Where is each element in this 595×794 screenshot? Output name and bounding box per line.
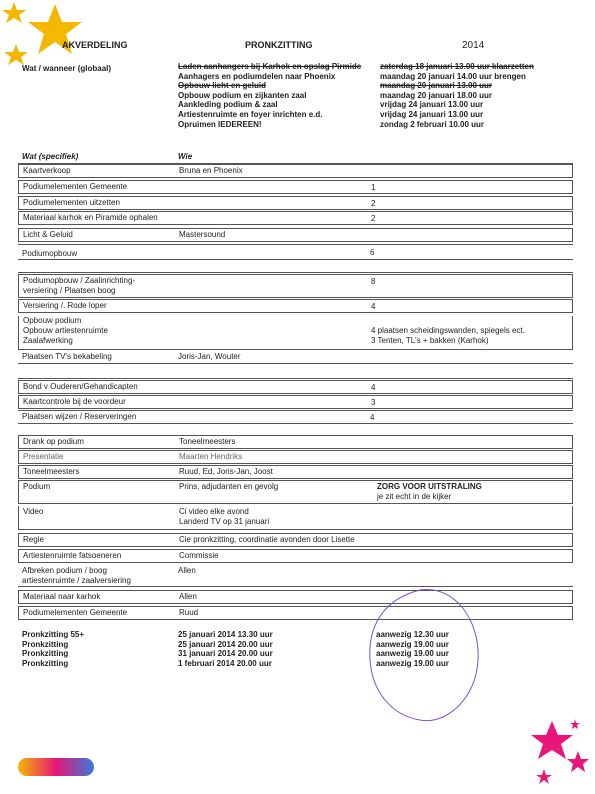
row-task: Artiestenruimte fatsoeneren xyxy=(23,551,122,560)
row-who: Ruud xyxy=(179,608,199,617)
row-task: Opbouw podium xyxy=(23,316,82,325)
schedule-dates xyxy=(178,630,273,668)
row-who: Allen xyxy=(179,592,197,601)
row-who: Joris-Jan, Wouter xyxy=(178,352,241,361)
row-count: 1 xyxy=(371,183,376,192)
table-row xyxy=(18,228,573,242)
global-task-when: zondag 2 februari 10.00 uur xyxy=(380,119,485,129)
row-note: je zit echt in de kijker xyxy=(377,492,452,501)
schedule-date: 25 januari 2014 20.00 uur xyxy=(178,639,273,649)
row-task: Kaartverkoop xyxy=(23,166,71,175)
row-task: Video xyxy=(23,507,44,516)
row-task: Afbreken podium / boog xyxy=(22,566,107,575)
row-count: 4 xyxy=(370,413,375,422)
row-task: Materiaal naar karhok xyxy=(23,592,101,601)
global-task-what: Aanhagers en podiumdelen naar Phoenix xyxy=(178,71,336,81)
global-task-what: Artiestenruimte en foyer inrichten e.d. xyxy=(178,109,323,119)
global-task-when: vrijdag 24 januari 13.00 uur xyxy=(380,100,484,110)
row-who: Toneelmeesters xyxy=(179,437,236,446)
table-row xyxy=(18,435,573,449)
row-count: 3 xyxy=(371,398,376,407)
row-divider xyxy=(18,272,573,273)
schedule-present-time: aanwezig 12.30 uur xyxy=(376,630,449,639)
row-task: versiering / Plaatsen boog xyxy=(23,286,116,295)
table-row xyxy=(18,196,573,210)
pink-star-decoration xyxy=(528,715,593,790)
table-row xyxy=(18,549,573,563)
row-note: 4 plaatsen scheidingswanden, spiegels ect. xyxy=(371,326,525,335)
row-divider xyxy=(18,378,573,379)
row-who: Ci video elke avond xyxy=(179,507,249,516)
row-task: Opbouw artiestenruimte xyxy=(23,326,108,335)
row-task: Presentatie xyxy=(23,452,64,461)
schedule-name: Pronkzitting xyxy=(22,658,69,668)
global-task-when: maandag 20 januari 13.00 uur xyxy=(380,81,493,91)
header-left-title: AKVERDELING xyxy=(62,40,128,50)
row-who: Mastersound xyxy=(179,230,226,239)
row-task: Podium xyxy=(23,482,51,491)
table-header-who: Wie xyxy=(178,152,193,161)
table-row xyxy=(18,533,573,547)
row-task: Plaatsen wijzen / Reserveringen xyxy=(22,412,137,421)
row-who: Cie pronkzitting, coordinatie avonden door Lisette xyxy=(179,535,355,544)
table-row xyxy=(18,299,573,313)
table-row xyxy=(18,506,573,530)
global-task-what: Laden aanhangers bij Karhok en opslag Pirmide xyxy=(178,62,362,71)
row-count: 2 xyxy=(371,199,376,208)
header-year: 2014 xyxy=(462,40,485,51)
row-task: Kaartcontrole bij de voordeur xyxy=(23,397,126,406)
row-divider xyxy=(18,244,573,245)
schedule-names xyxy=(22,630,84,668)
table-row xyxy=(18,246,573,260)
row-task: Drank op podium xyxy=(23,437,84,446)
table-row xyxy=(18,316,573,350)
row-task: Zaalafwerking xyxy=(23,336,73,345)
global-task-what: Opbouw podium en zijkanten zaal xyxy=(178,90,307,100)
header-center-title: PRONKZITTING xyxy=(245,40,313,50)
table-row xyxy=(18,465,573,479)
table-row xyxy=(18,350,573,364)
table-row xyxy=(18,274,573,298)
row-note: 3 Tenten, TL's + bakken (Karhok) xyxy=(371,336,489,345)
global-task-when: maandag 20 januari 14.00 uur brengen xyxy=(380,71,526,81)
table-row xyxy=(18,450,573,464)
row-count: 2 xyxy=(371,214,376,223)
global-task-what: Aankleding podium & zaal xyxy=(178,100,278,110)
row-count: 4 xyxy=(371,383,376,392)
global-tasks-what xyxy=(178,62,361,129)
table-row xyxy=(18,410,573,424)
table-row xyxy=(18,395,573,409)
table-row xyxy=(18,380,573,394)
table-row xyxy=(18,164,573,178)
schedule-present-time: aanwezig 19.00 uur xyxy=(376,639,449,649)
row-task: Podiumelementen Gemeente xyxy=(23,608,128,617)
schedule-present-time: aanwezig 19.00 uur xyxy=(376,658,449,668)
schedule-name: Pronkzitting 55+ xyxy=(22,630,85,639)
row-who: Landerd TV op 31 januari xyxy=(179,517,270,526)
row-who: Commissie xyxy=(179,551,219,560)
row-count: 4 xyxy=(371,302,376,311)
row-who: Maarten Hendriks xyxy=(179,452,243,461)
global-task-what: Opbouw licht en geluid xyxy=(178,81,266,91)
schedule-present-time: aanwezig 19.00 uur xyxy=(376,649,449,659)
global-label: Wat / wanneer (globaal) xyxy=(22,64,112,73)
global-task-what: Opruimen IEDEREEN! xyxy=(178,119,262,129)
row-task: Materiaal karhok en Piramide ophalen xyxy=(23,213,158,222)
row-count: 6 xyxy=(370,248,375,257)
row-task: Podiumelementen Gemeente xyxy=(23,182,128,191)
row-task: Podiumelementen uitzetten xyxy=(23,198,120,207)
global-task-when: zaterdag 18 januari 13.00 uur klaarzetten xyxy=(380,62,534,71)
row-task: Versiering /. Rode loper xyxy=(23,301,107,310)
schedule-name: Pronkzitting xyxy=(22,639,69,649)
row-task: Podiumopbouw xyxy=(22,249,78,258)
global-tasks-when xyxy=(380,62,534,129)
row-task: Regie xyxy=(23,535,44,544)
table-row xyxy=(18,211,573,225)
row-who: Ruud, Ed, Joris-Jan, Joost xyxy=(179,467,273,476)
watermark-logo xyxy=(18,758,94,776)
schedule-name: Pronkzitting xyxy=(22,649,69,659)
row-task: Toneelmeesters xyxy=(23,467,80,476)
row-task: artiestenruimte / zaalversiering xyxy=(22,576,131,585)
row-task: Licht & Geluid xyxy=(23,230,73,239)
hand-drawn-circle xyxy=(360,580,490,730)
row-task: Plaatsen TV's bekabeling xyxy=(22,352,112,361)
schedule-date: 1 februari 2014 20.00 uur xyxy=(178,658,272,668)
row-task: Bond v Ouderen/Gehandicapten xyxy=(23,382,138,391)
row-note: ZORG VOOR UITSTRALING xyxy=(377,482,482,491)
global-task-when: maandag 20 januari 18.00 uur xyxy=(380,90,493,100)
row-task: Podiumopbouw / Zaalinrichting- xyxy=(23,276,136,285)
row-who: Prins, adjudanten en gevolg xyxy=(179,482,279,491)
global-task-when: vrijdag 24 januari 13.00 uur xyxy=(380,109,484,119)
schedule-date: 31 januari 2014 20.00 uur xyxy=(178,649,273,659)
table-header-what: Wat (specifiek) xyxy=(22,152,79,161)
row-who: Allen xyxy=(178,566,196,575)
row-who: Bruna en Phoenix xyxy=(179,166,243,175)
row-count: 8 xyxy=(371,277,376,286)
table-row xyxy=(18,480,573,504)
table-row xyxy=(18,180,573,194)
schedule-date: 25 januari 2014 13.30 uur xyxy=(178,630,273,639)
